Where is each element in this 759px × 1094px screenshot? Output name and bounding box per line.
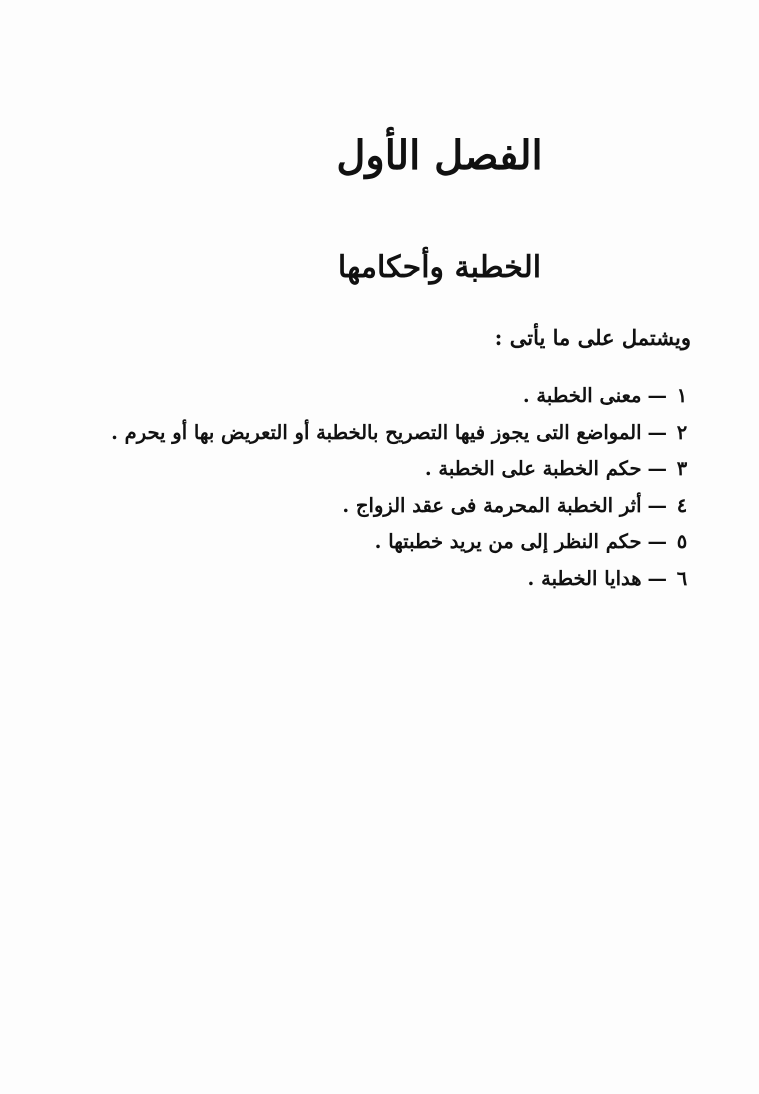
intro-text: ويشتمل على ما يأتى : [494,325,691,350]
item-number: ٥ [676,530,688,553]
item-number: ٦ [676,566,688,590]
list-item [111,561,691,598]
list-item [111,488,691,525]
chapter-title-text: الفصل الأول [336,132,543,179]
item-text: أثر الخطبة المحرمة فى عقد الزواج . [342,493,642,517]
item-number: ١ [676,384,688,407]
item-text: المواضع التى يجوز فيها التصريح بالخطبة أو التعريض بها أو يحرم . [111,420,642,444]
section-heading [0,250,759,285]
item-text: حكم النظر إلى من يريد خطبتها . [374,530,642,553]
item-number: ٤ [676,493,688,517]
item-dash: — [647,493,667,517]
item-number: ٣ [676,457,688,480]
list-item [111,524,691,561]
item-text: هدايا الخطبة . [527,566,642,590]
item-dash: — [647,420,667,444]
item-dash: — [647,384,667,407]
list-item [111,415,691,452]
contents-list [111,378,691,597]
list-item [111,451,691,488]
item-dash: — [647,457,667,480]
list-item [111,378,691,415]
section-title-text: الخطبة وأحكامها [337,250,542,285]
item-dash: — [647,566,667,590]
item-text: معنى الخطبة . [522,384,642,407]
chapter-heading [0,132,759,179]
item-dash: — [647,530,667,553]
item-number: ٢ [676,420,688,444]
item-text: حكم الخطبة على الخطبة . [424,457,642,480]
